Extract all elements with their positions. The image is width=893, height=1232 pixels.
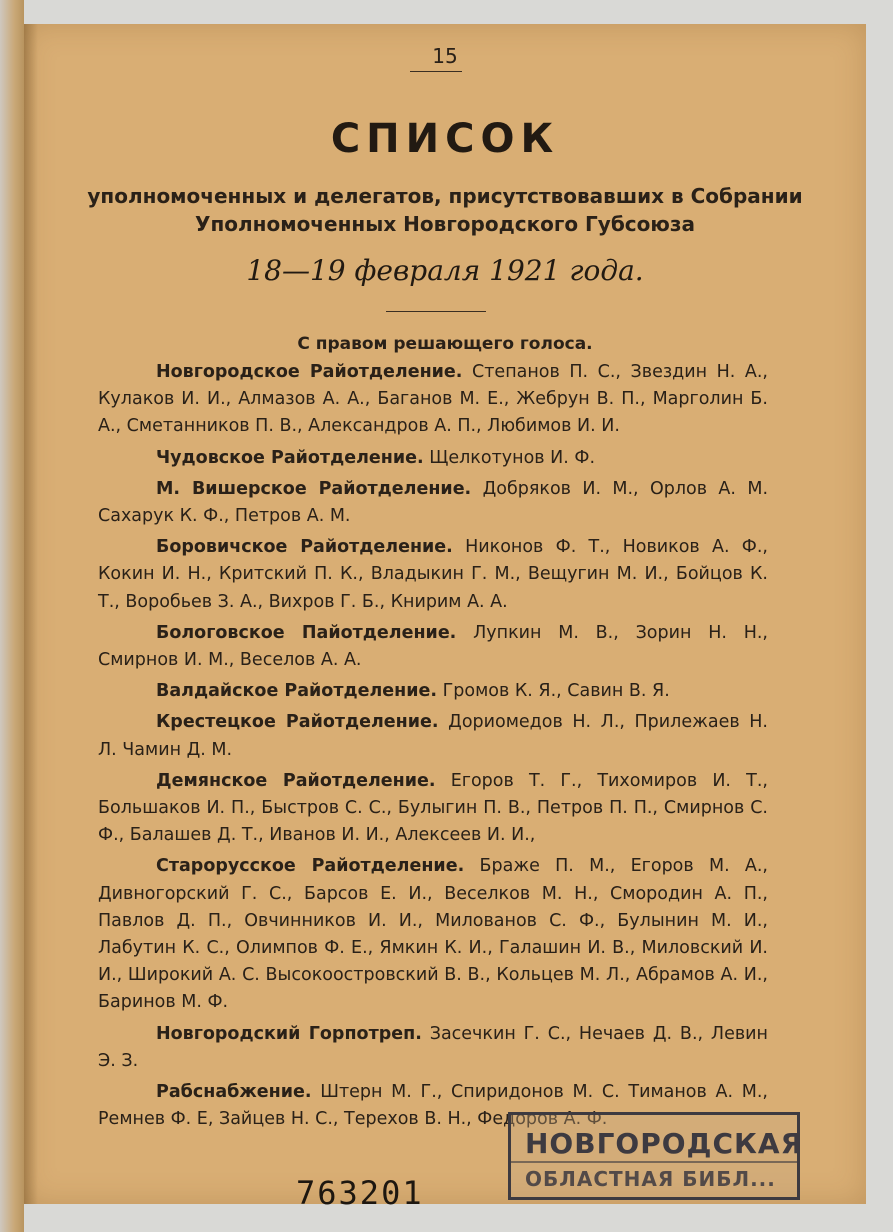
list-item <box>98 678 768 705</box>
delegate-names: Браже П. М., Егоров М. А., Дивногорский Г. С., Барсов Е. И., Веселков М. Н., Смородин А. П., Павлов Д. П., Овчинников И. И., Милованов С. Ф., Булынин М. И., Лабутин К. С., Олимпов Ф. Е., Ямкин К. И., Галашин И. В., Миловский И. И., Широкий А. С. Высокоостровский В. В., Кольцев М. Л., Абрамов А. И., Баринов М. Ф. <box>98 856 768 1013</box>
list-item <box>98 476 768 530</box>
meeting-date: 18—19 февраля 1921 года. <box>246 254 644 287</box>
delegate-names: Штерн М. Г., Спиридонов М. С. Тиманов А. М., Ремнев Ф. Е, Зайцев Н. С., Терехов В. Н., Федоров А. Ф. <box>98 1082 768 1130</box>
organization-name: Новгородское Райотделение. <box>156 362 463 382</box>
organization-name: Новгородский Горпотреп. <box>156 1023 422 1044</box>
title-divider <box>386 311 486 312</box>
list-item <box>98 359 768 441</box>
organization-name: Боровичское Райотделение. <box>156 537 453 558</box>
list-item <box>98 1021 768 1075</box>
inventory-number: 763201 <box>296 1174 424 1212</box>
organization-name: Валдайское Райотделение. <box>156 681 438 702</box>
document-title: СПИСОК <box>330 116 560 162</box>
page-number: 15 <box>432 44 458 68</box>
organization-name: Старорусское Райотделение. <box>156 856 465 877</box>
section-heading: С правом решающего голоса. <box>297 334 593 354</box>
list-item <box>98 445 768 472</box>
list-item <box>98 620 768 674</box>
document-subtitle: уполномоченных и делегатов, присутствовавших в Собрании Уполномоченных Новгородского Губсоюза <box>87 184 803 236</box>
facing-page-edge <box>0 0 24 1232</box>
delegate-names: Громов К. Я., Савин В. Я. <box>442 681 670 702</box>
page-number-rule <box>410 71 462 72</box>
delegate-list <box>98 359 768 1137</box>
delegate-names: Никонов Ф. Т., Новиков А. Ф., Кокин И. Н., Критский П. К., Владыкин Г. М., Вещугин М. И., Бойцов К. Т., Воробьев З. А., Вихров Г. Б., Книрим А. А. <box>98 537 768 612</box>
delegate-names: Егоров Т. Г., Тихомиров И. Т., Большаков И. П., Быстров С. С., Булыгин П. В., Петров П. П., Смирнов С. Ф., Балашев Д. Т., Иванов И. И., Алексеев И. И., <box>98 770 768 846</box>
organization-name: Крестецкое Райотделение. <box>156 712 439 733</box>
list-item <box>98 853 768 1016</box>
page-gutter-shadow <box>24 24 38 1204</box>
stamp-line-2: ОБЛАСТНАЯ БИБЛ... <box>525 1167 776 1191</box>
document-page <box>24 24 866 1212</box>
stamp-rule <box>511 1161 797 1163</box>
organization-name: Бологовское Пайотделение. <box>156 622 457 643</box>
library-stamp <box>508 1112 804 1200</box>
delegate-names: Щелкотунов И. Ф. <box>429 447 596 468</box>
organization-name: Рабснабжение. <box>156 1082 312 1103</box>
list-item <box>98 709 768 763</box>
stamp-line-1: НОВГОРОДСКАЯ <box>525 1127 804 1160</box>
delegate-names: Лупкин М. В., Зорин Н. Н., Смирнов И. М., Веселов А. А. <box>98 622 768 671</box>
list-item <box>98 534 768 616</box>
delegate-names: Добряков И. М., Орлов А. М. Сахарук К. Ф., Петров А. М. <box>98 478 769 527</box>
delegate-names: Засечкин Г. С., Нечаев Д. В., Левин Э. З. <box>98 1023 768 1071</box>
delegate-names: Степанов П. С., Звездин Н. А., Кулаков И. И., Алмазов А. А., Баганов М. Е., Жебрун В. П., Марголин Б. А., Сметанников П. В., Александров А. П., Любимов И. И. <box>98 362 768 437</box>
organization-name: М. Вишерское Райотделение. <box>156 478 472 499</box>
organization-name: Демянское Райотделение. <box>156 770 436 791</box>
organization-name: Чудовское Райотделение. <box>156 447 424 468</box>
list-item <box>98 768 768 850</box>
delegate-names: Дориомедов Н. Л., Прилежаев Н. Л. Чамин Д. М. <box>98 712 768 760</box>
